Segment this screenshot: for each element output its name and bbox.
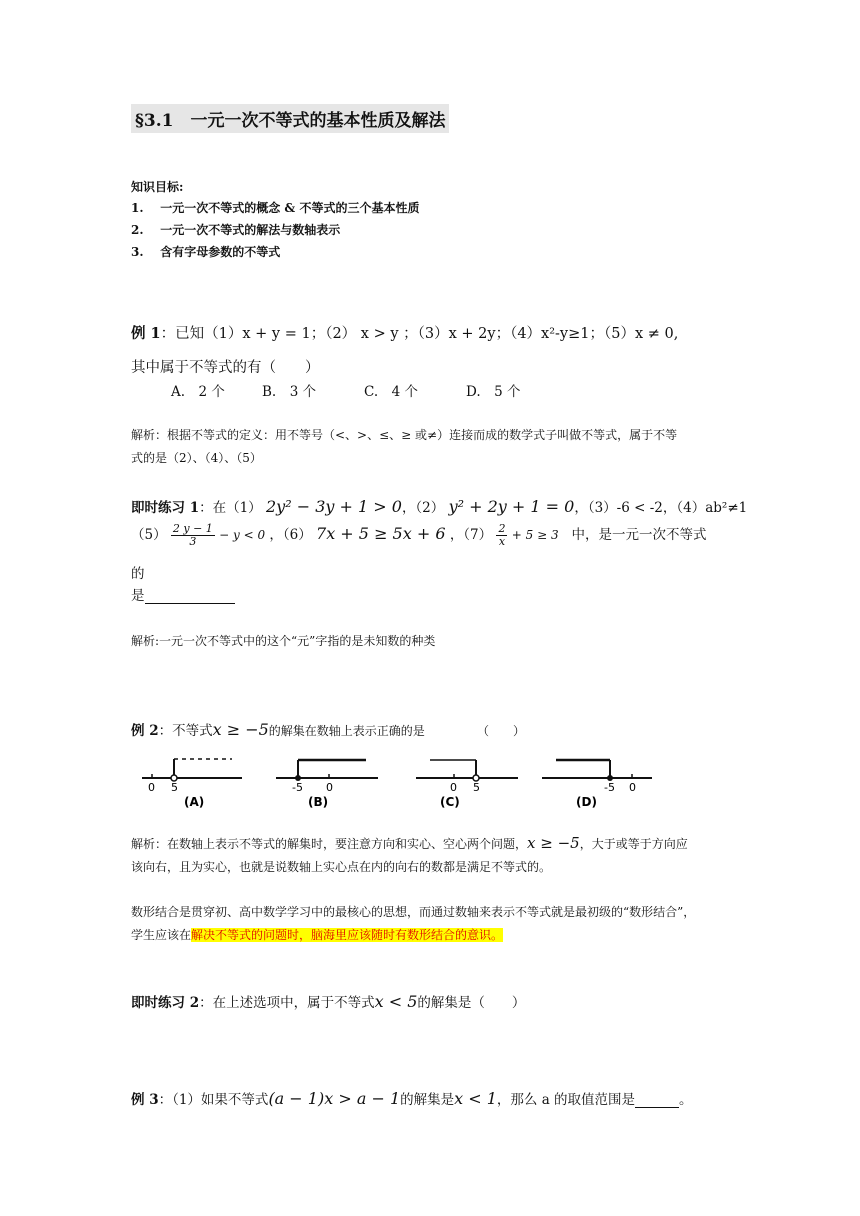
objectives-heading: 知识目标: xyxy=(131,180,184,194)
ex3-question: 例 3：（1）如果不等式(a − 1)x > a − 1的解集是x < 1，那么 a 的取值范围是 。 xyxy=(131,1089,693,1108)
highlighted-text: 解决不等式的问题时，脑海里应该随时有数形结合的意识。 xyxy=(191,928,504,942)
ex2-analysis-line2: 该向右，且为实心，也就是说数轴上实心点在内的向右的数都是满足不等式的。 xyxy=(131,860,552,874)
pr1-line2: （5） $\frac{2 y - 1}{3}$ − y < 0 ，（6） 7x + 5 ≥ 5x + 6 ，（7） $\frac{2}{x}$ + 5 ≥ 3 中，是一元一次不等式 xyxy=(131,522,707,549)
ex1-option-c: C. 4 个 xyxy=(364,384,419,400)
number-line-b xyxy=(274,752,384,810)
ex2-note-line1: 数形结合是贯穿初、高中数学学习中的最核心的思想，而通过数轴来表示不等式就是最初级的“数形结合”， xyxy=(131,905,696,919)
axis-d-caption: (D) xyxy=(576,795,597,809)
ex1-question-line1: 例 1：已知（1）x + y = 1；（2） x > y ；（3）x + 2y；（4）x²-y≥1；（5）x ≠ 0, xyxy=(131,325,679,342)
ex2-analysis-line1: 解析：在数轴上表示不等式的解集时，要注意方向和实心、空心两个问题，x ≥ −5，大于或等于方向应 xyxy=(131,834,688,852)
axis-a-tick-left: 0 xyxy=(148,781,155,794)
ex2-answer-paren: （ ） xyxy=(477,724,526,738)
pr1-answer-line: 是 xyxy=(131,584,235,604)
axis-d-tick-left: -5 xyxy=(604,781,615,794)
pr1-de: 的 xyxy=(131,566,145,582)
axis-a-caption: (A) xyxy=(184,795,205,809)
ex1-option-a: A. 2 个 xyxy=(171,384,225,400)
axis-c-tick-right: 5 xyxy=(473,781,480,794)
fraction-7: $\frac{2}{x}$ xyxy=(498,522,506,549)
objective-item-2: 2. 一元一次不等式的解法与数轴表示 xyxy=(131,223,341,237)
number-line-c xyxy=(414,752,524,810)
axis-b-tick-left: -5 xyxy=(292,781,303,794)
ex2-question: 例 2：不等式x ≥ −5的解集在数轴上表示正确的是 xyxy=(131,720,425,739)
objective-item-1: 1. 一元一次不等式的概念 & 不等式的三个基本性质 xyxy=(131,201,420,215)
fraction-5: $\frac{2 y - 1}{3}$ xyxy=(172,522,213,549)
ex2-note-line2: 学生应该在解决不等式的问题时，脑海里应该随时有数形结合的意识。 xyxy=(131,928,504,942)
axis-b-caption: (B) xyxy=(308,795,329,809)
ex1-option-b: B. 3 个 xyxy=(262,384,317,400)
number-line-d xyxy=(540,752,660,810)
axis-b-tick-right: 0 xyxy=(326,781,333,794)
pr2-question: 即时练习 2：在上述选项中，属于不等式x < 5的解集是（ ） xyxy=(131,992,526,1011)
answer-blank-1 xyxy=(145,589,235,604)
ex1-question-line2: 其中属于不等式的有（ ） xyxy=(131,360,320,376)
axis-a-tick-right: 5 xyxy=(171,781,178,794)
page-title: §3.1 一元一次不等式的基本性质及解法 xyxy=(131,104,449,133)
answer-blank-3 xyxy=(635,1093,679,1108)
ex1-analysis-line1: 解析：根据不等式的定义：用不等号（<、>、≤、≥ 或≠）连接而成的数学式子叫做不等式，属于不等 xyxy=(131,428,678,442)
ex1-analysis-line2: 式的是（2）、（4）、（5） xyxy=(131,451,262,465)
axis-d-tick-right: 0 xyxy=(629,781,636,794)
axis-c-tick-left: 0 xyxy=(450,781,457,794)
pr1-analysis: 解析:一元一次不等式中的这个“元”字指的是未知数的种类 xyxy=(131,634,436,648)
number-line-a xyxy=(138,752,248,810)
axis-c-caption: (C) xyxy=(440,795,460,809)
objective-item-3: 3. 含有字母参数的不等式 xyxy=(131,245,281,259)
pr1-line1: 即时练习 1：在（1） 2y² − 3y + 1 > 0，（2） y² + 2y + 1 = 0，（3）-6 < -2，（4）ab²≠1 xyxy=(131,497,748,516)
ex1-option-d: D. 5 个 xyxy=(466,384,521,400)
